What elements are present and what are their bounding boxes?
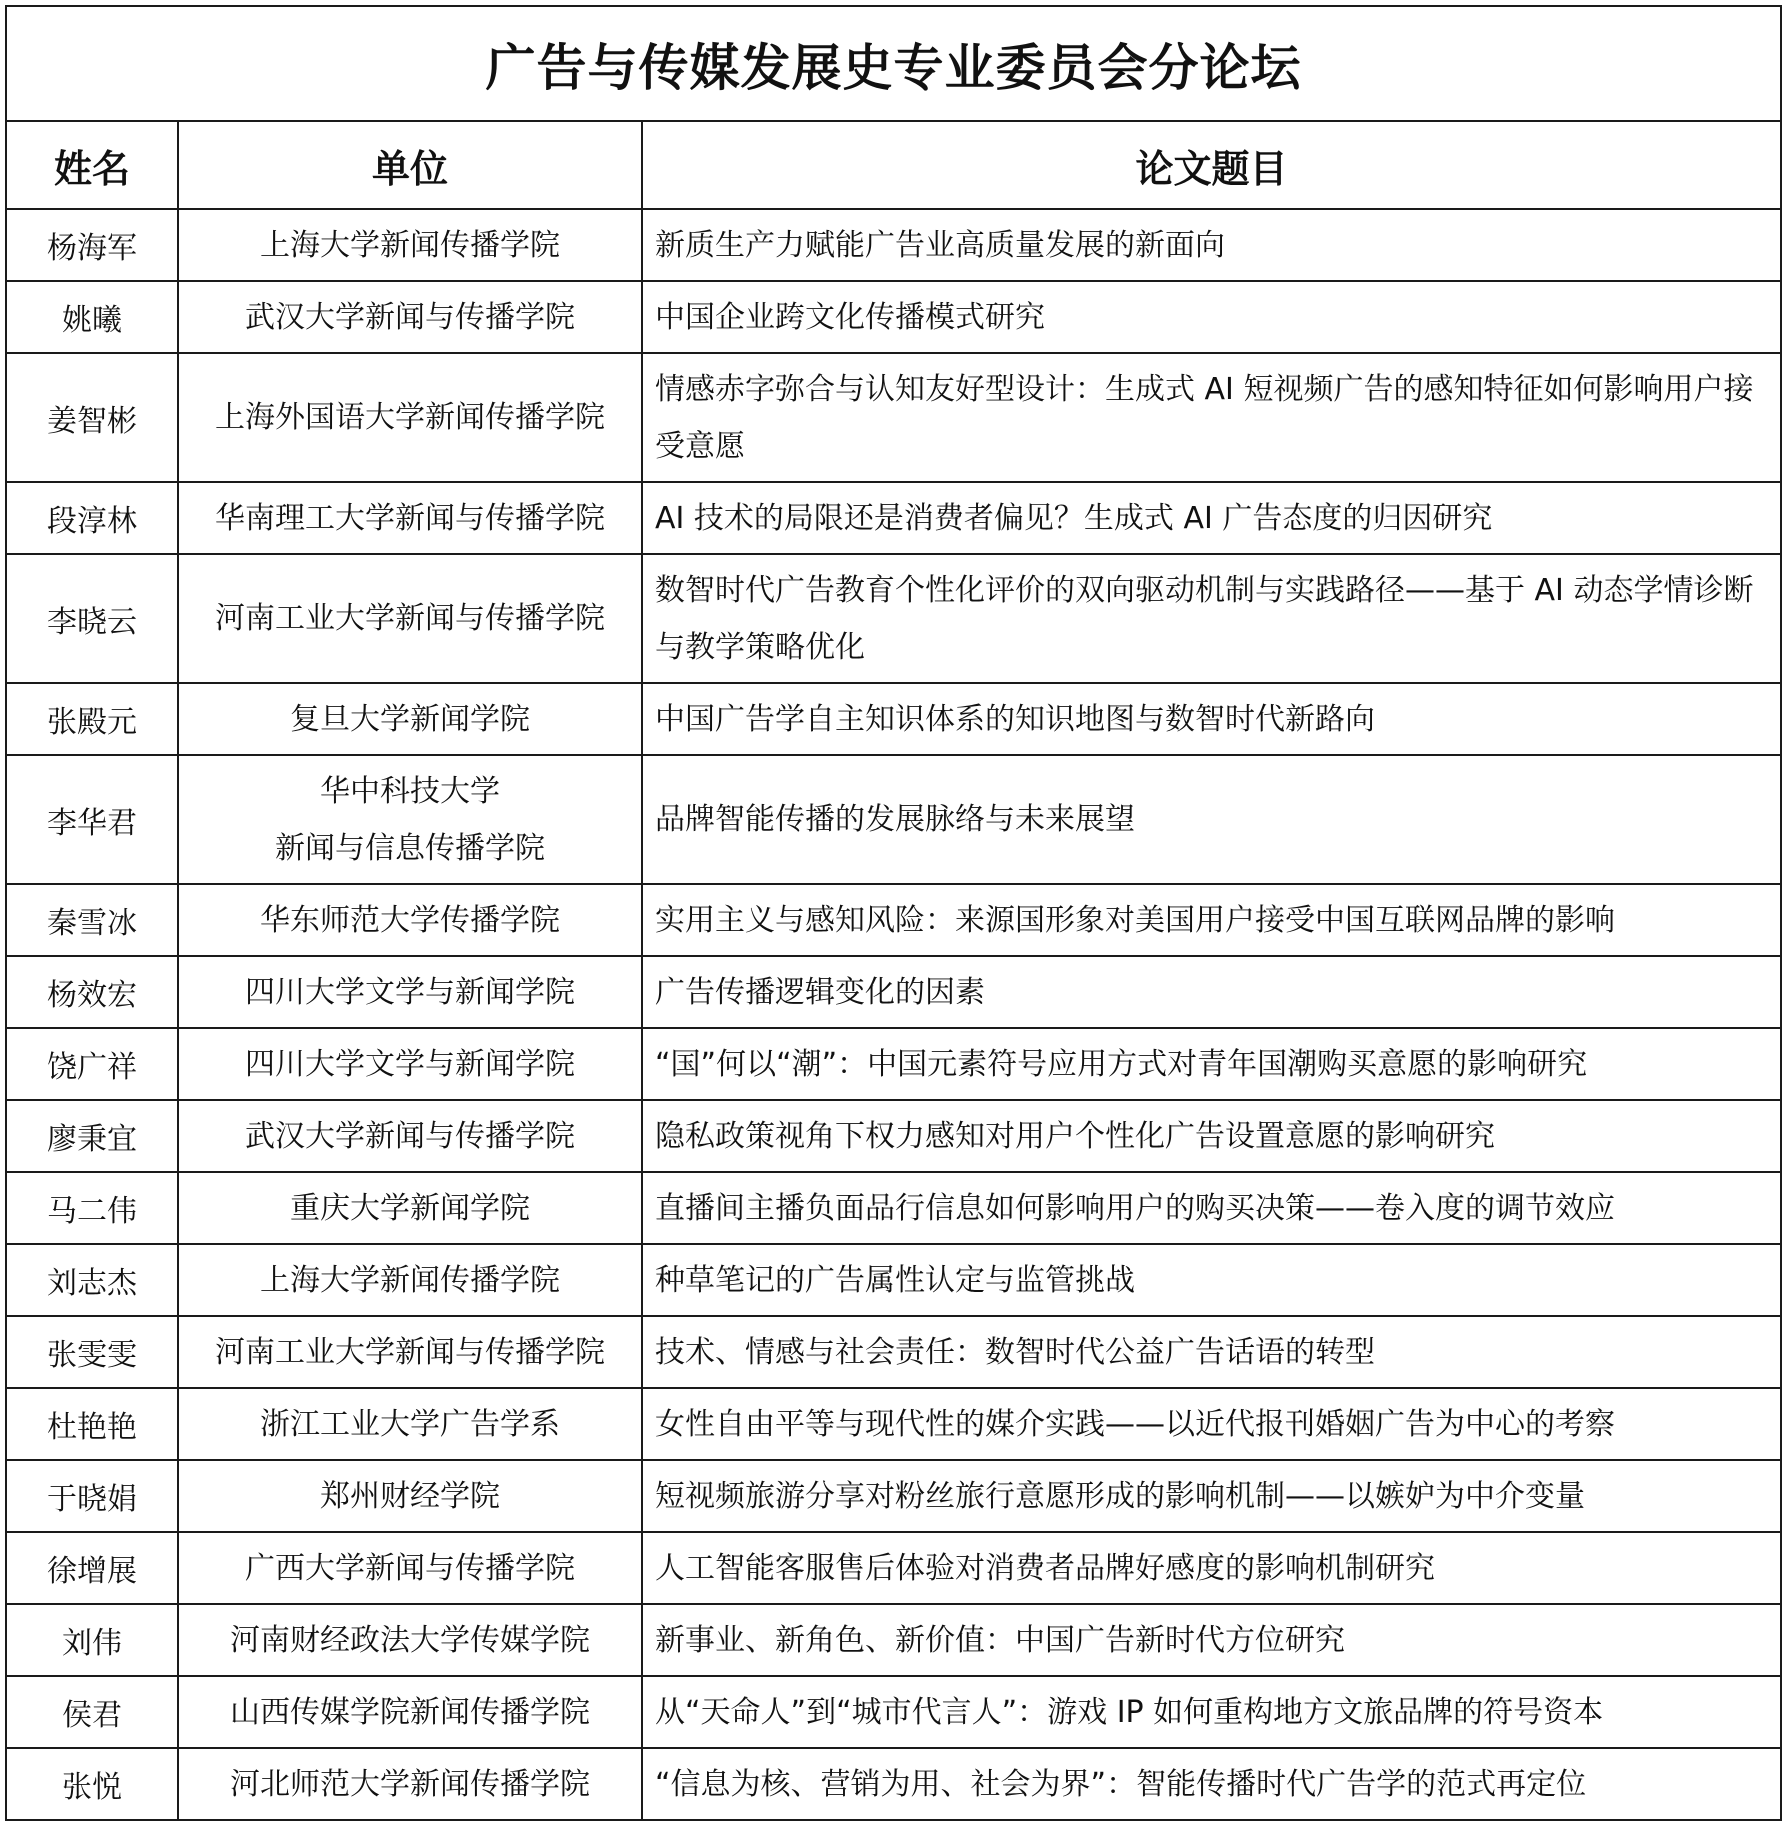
- paper-title: 短视频旅游分享对粉丝旅行意愿形成的影响机制——以嫉妒为中介变量: [642, 1460, 1781, 1532]
- affiliation-line: 新闻与信息传播学院: [275, 830, 545, 866]
- author-affiliation: [178, 1172, 642, 1244]
- affiliation-line: 华南理工大学新闻与传播学院: [215, 500, 605, 536]
- table-row: [6, 1244, 1781, 1316]
- table-row: [6, 209, 1781, 281]
- paper-title: 人工智能客服售后体验对消费者品牌好感度的影响机制研究: [642, 1532, 1781, 1604]
- affiliation-line: 河南工业大学新闻与传播学院: [215, 601, 605, 636]
- affiliation-line: 河南工业大学新闻与传播学院: [215, 1334, 605, 1370]
- forum-title: 广告与传媒发展史专业委员会分论坛: [6, 6, 1781, 121]
- paper-title: “信息为核、营销为用、社会为界”：智能传播时代广告学的范式再定位: [642, 1748, 1781, 1820]
- author-affiliation: [178, 1460, 642, 1532]
- table-row: [6, 755, 1781, 884]
- author-name: 徐增展: [6, 1532, 178, 1604]
- affiliation-line: 河北师范大学新闻传播学院: [230, 1766, 590, 1802]
- affiliation-line: 武汉大学新闻与传播学院: [245, 1118, 575, 1154]
- affiliation-line: 上海大学新闻传播学院: [260, 227, 560, 263]
- forum-paper-table: [5, 5, 1782, 1821]
- author-name: 杨海军: [6, 209, 178, 281]
- table-row: [6, 554, 1781, 683]
- affiliation-line: 上海大学新闻传播学院: [260, 1262, 560, 1298]
- author-affiliation: [178, 353, 642, 482]
- paper-title: 情感赤字弥合与认知友好型设计：生成式 AI 短视频广告的感知特征如何影响用户接受意愿: [642, 353, 1781, 482]
- affiliation-line: 浙江工业大学广告学系: [260, 1406, 560, 1442]
- table-row: [6, 1460, 1781, 1532]
- affiliation-line: 上海外国语大学新闻传播学院: [215, 400, 605, 435]
- author-name: 张雯雯: [6, 1316, 178, 1388]
- affiliation-line: 复旦大学新闻学院: [290, 701, 530, 737]
- column-header-unit: 单位: [178, 121, 642, 209]
- title-row: [6, 6, 1781, 121]
- table-row: [6, 1028, 1781, 1100]
- paper-title: 广告传播逻辑变化的因素: [642, 956, 1781, 1028]
- author-affiliation: [178, 1316, 642, 1388]
- table-row: [6, 1532, 1781, 1604]
- author-name: 侯君: [6, 1676, 178, 1748]
- column-header-paper: 论文题目: [642, 121, 1781, 209]
- header-row: [6, 121, 1781, 209]
- affiliation-line: 华中科技大学: [320, 773, 500, 809]
- affiliation-line: 四川大学文学与新闻学院: [245, 974, 575, 1010]
- table-row: [6, 482, 1781, 554]
- author-name: 李晓云: [6, 554, 178, 683]
- affiliation-line: 武汉大学新闻与传播学院: [245, 299, 575, 335]
- table-row: [6, 884, 1781, 956]
- table-row: [6, 1676, 1781, 1748]
- table-row: [6, 1172, 1781, 1244]
- author-name: 杨效宏: [6, 956, 178, 1028]
- table-row: [6, 1748, 1781, 1820]
- table-body: [6, 209, 1781, 1820]
- author-affiliation: [178, 956, 642, 1028]
- paper-title: 女性自由平等与现代性的媒介实践——以近代报刊婚姻广告为中心的考察: [642, 1388, 1781, 1460]
- paper-title: 实用主义与感知风险：来源国形象对美国用户接受中国互联网品牌的影响: [642, 884, 1781, 956]
- author-affiliation: [178, 1604, 642, 1676]
- paper-title: 中国广告学自主知识体系的知识地图与数智时代新路向: [642, 683, 1781, 755]
- table-row: [6, 683, 1781, 755]
- author-affiliation: [178, 1676, 642, 1748]
- author-name: 张悦: [6, 1748, 178, 1820]
- paper-title: AI 技术的局限还是消费者偏见？生成式 AI 广告态度的归因研究: [642, 482, 1781, 554]
- affiliation-line: 郑州财经学院: [320, 1478, 500, 1514]
- paper-title: “国”何以“潮”：中国元素符号应用方式对青年国潮购买意愿的影响研究: [642, 1028, 1781, 1100]
- author-name: 廖秉宜: [6, 1100, 178, 1172]
- table-row: [6, 1388, 1781, 1460]
- table-row: [6, 353, 1781, 482]
- author-affiliation: [178, 209, 642, 281]
- table-row: [6, 1316, 1781, 1388]
- author-affiliation: [178, 482, 642, 554]
- author-name: 姚曦: [6, 281, 178, 353]
- paper-title: 新质生产力赋能广告业高质量发展的新面向: [642, 209, 1781, 281]
- author-affiliation: [178, 1028, 642, 1100]
- paper-title: 技术、情感与社会责任：数智时代公益广告话语的转型: [642, 1316, 1781, 1388]
- column-header-name: 姓名: [6, 121, 178, 209]
- author-name: 秦雪冰: [6, 884, 178, 956]
- author-affiliation: [178, 1532, 642, 1604]
- author-affiliation: [178, 1748, 642, 1820]
- affiliation-line: 四川大学文学与新闻学院: [245, 1046, 575, 1082]
- author-affiliation: [178, 1388, 642, 1460]
- paper-title: 中国企业跨文化传播模式研究: [642, 281, 1781, 353]
- affiliation-line: 河南财经政法大学传媒学院: [230, 1622, 590, 1658]
- paper-title: 从“天命人”到“城市代言人”：游戏 IP 如何重构地方文旅品牌的符号资本: [642, 1676, 1781, 1748]
- author-affiliation: [178, 755, 642, 884]
- paper-title: 直播间主播负面品行信息如何影响用户的购买决策——卷入度的调节效应: [642, 1172, 1781, 1244]
- author-name: 于晓娟: [6, 1460, 178, 1532]
- author-affiliation: [178, 554, 642, 683]
- paper-title: 隐私政策视角下权力感知对用户个性化广告设置意愿的影响研究: [642, 1100, 1781, 1172]
- paper-title: 种草笔记的广告属性认定与监管挑战: [642, 1244, 1781, 1316]
- author-name: 饶广祥: [6, 1028, 178, 1100]
- table-row: [6, 1604, 1781, 1676]
- affiliation-line: 广西大学新闻与传播学院: [245, 1550, 575, 1586]
- author-affiliation: [178, 1100, 642, 1172]
- author-name: 马二伟: [6, 1172, 178, 1244]
- author-affiliation: [178, 884, 642, 956]
- table-row: [6, 956, 1781, 1028]
- author-name: 姜智彬: [6, 353, 178, 482]
- author-affiliation: [178, 281, 642, 353]
- table-row: [6, 281, 1781, 353]
- paper-title: 数智时代广告教育个性化评价的双向驱动机制与实践路径——基于 AI 动态学情诊断与教学策略优化: [642, 554, 1781, 683]
- author-name: 段淳林: [6, 482, 178, 554]
- paper-title: 新事业、新角色、新价值：中国广告新时代方位研究: [642, 1604, 1781, 1676]
- author-affiliation: [178, 683, 642, 755]
- author-name: 杜艳艳: [6, 1388, 178, 1460]
- affiliation-line: 山西传媒学院新闻传播学院: [230, 1694, 590, 1730]
- affiliation-line: 重庆大学新闻学院: [290, 1190, 530, 1226]
- paper-title: 品牌智能传播的发展脉络与未来展望: [642, 755, 1781, 884]
- author-affiliation: [178, 1244, 642, 1316]
- author-name: 刘伟: [6, 1604, 178, 1676]
- author-name: 刘志杰: [6, 1244, 178, 1316]
- affiliation-line: 华东师范大学传播学院: [260, 902, 560, 938]
- author-name: 张殿元: [6, 683, 178, 755]
- author-name: 李华君: [6, 755, 178, 884]
- table-row: [6, 1100, 1781, 1172]
